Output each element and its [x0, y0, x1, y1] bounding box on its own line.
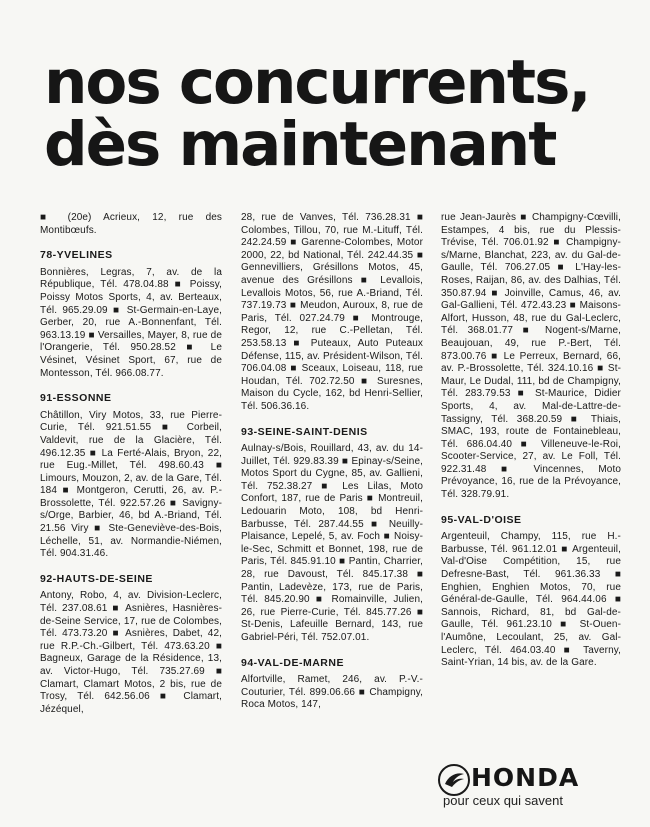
honda-tagline: pour ceux qui savent: [443, 793, 563, 808]
column-2: [241, 212, 423, 712]
section-title-seine-saint-denis: 93-SEINE-SAINT-DENIS: [241, 425, 368, 438]
section-title-val-de-marne: 94-VAL-DE-MARNE: [241, 656, 344, 669]
section-text-seine-saint-denis: Aulnay-s/Bois, Rouillard, 43, av. du 14-Juillet, Tél. 929.83.39 ■ Epinay-s/Seine, Motos Sport du Cygne, 85, av. Gallieni, Tél. 752.38.27 ■ Les Lilas, Moto Confort, 187, rue de Paris ■ Montreuil, Ledouarin Moto, 108, bd Henri-Barbusse, Tél. 287.44.55 ■ Neuilly-Plaisance, Lepelé, 5, av. Foch ■ Noisy-le-Sec, Schmitt et Bonnet, 198, rue de Paris, Tél. 845.91.10 ■ Pantin, Charrier, 28, rue Davoust, Tél. 845.17.38 ■ Pantin, Ladevèze, 173, rue de Paris, Tél. 845.20.90 ■ Romainville, Julien, 26, rue Pierre-Curie, Tél. 845.77.26 ■ St-Denis, Lafeuille Bernard, 143, rue Gabriel-Péri, Tél. 752.07.01.: [241, 443, 423, 643]
honda-wing-icon: [437, 763, 471, 797]
column-1: [40, 212, 222, 716]
headline-line-1: nos concurrents,: [44, 47, 590, 118]
section-text-val-de-marne: Alfortville, Ramet, 246, av. P.-V.-Couturier, Tél. 899.06.66 ■ Champigny, Roca Motos, 147,: [241, 674, 423, 711]
section-title-hauts-de-seine: 92-HAUTS-DE-SEINE: [40, 572, 153, 585]
honda-brand: HONDA: [471, 763, 580, 792]
section-text-val-d-oise: Argenteuil, Champy, 115, rue H.-Barbusse, Tél. 961.12.01 ■ Argenteuil, Val-d'Oise Compétition, 15, rue Defresne-Bast, Tél. 961.36.33 ■ Enghien, Enghien Motos, 70, rue Général-de-Gaulle, Tél. 964.44.06 ■ Sannois, Richard, 81, bd Gal-de-Gaulle, Tél. 961.23.10 ■ St-Ouen-l'Aumône, Lecoulant, 25, av. Gal-Leclerc, Tél. 464.03.40 ■ Taverny, Saint-Yrian, 14 bis, av. de la Gare.: [441, 531, 621, 669]
section-text-hauts-de-seine: Antony, Robo, 4, av. Division-Leclerc, Tél. 237.08.61 ■ Asnières, Hasnières-de-Seine Service, 17, rue de Colombes, Tél. 473.73.20 ■ Asnières, Dabet, 42, rue R.P.-Ch.-Gilbert, Tél. 473.63.20 ■ Bagneux, Garage de la Résidence, 13, av. Victor-Hugo, Tél. 735.27.69 ■ Clamart, Clamart Motos, 2 bis, rue de Trosy, Tél. 642.56.06 ■ Clamart, Jézéquel,: [40, 590, 222, 715]
section-text-yvelines: Bonnières, Legras, 7, av. de la République, Tél. 478.04.88 ■ Poissy, Poissy Motos Sports, 4, av. Berteaux, Tél. 965.29.09 ■ St-Germain-en-Laye, Gerber, 20, rue A.-Bonnenfant, Tél. 963.13.19 ■ Versailles, Mayer, 8, rue de l'Orangerie, Tél. 950.28.52 ■ Le Vésinet, Vésinet Sport, 67, rue de Montesson, Tél. 966.08.77.: [40, 266, 222, 379]
continued-val-de-marne: rue Jean-Jaurès ■ Champigny-Cœvilli, Estampes, 4 bis, rue du Plessis-Trévise, Tél. 706.01.92 ■ Champigny-s/Marne, Blanchat, 223, av. du Gal-de-Gaulle, Tél. 706.27.05 ■ L'Hay-les-Roses, Raijan, 86, av. des Dalhias, Tél. 350.87.94 ■ Joinville, Camus, 46, av. Gal-Gallieni, Tél. 472.43.23 ■ Maisons-Alfort, Husson, 48, rue du Gal-Leclerc, Tél. 368.01.77 ■ Nogent-s/Marne, Beaujouan, 49, rue P.-Bert, Tél. 873.00.76 ■ Le Perreux, Bernard, 66, av. P.-Brossolette, Tél. 324.10.16 ■ St-Maur, Le Dudal, 111, bd de Champigny, Tél. 283.79.53 ■ St-Maurice, Didier Sports, 4, av. Mal-de-Lattre-de-Tassigny, Tél. 368.20.59 ■ Thiais, SMAC, 193, route de Fontainebleau, Tél. 686.04.40 ■ Villeneuve-le-Roi, Scooter-Service, 27, av. Le Foll, Tél. 922.31.48 ■ Vincennes, Moto Prévoyance, 16, rue de la Prévoyance, Tél. 328.79.91.: [441, 212, 621, 501]
section-title-val-d-oise: 95-VAL-D'OISE: [441, 513, 522, 526]
column-3: [441, 212, 621, 670]
section-title-yvelines: 78-YVELINES: [40, 249, 113, 262]
honda-logo: [437, 763, 627, 813]
section-title-essonne: 91-ESSONNE: [40, 392, 112, 405]
section-text-essonne: Châtillon, Viry Motos, 33, rue Pierre-Curie, Tél. 921.51.55 ■ Corbeil, Valdevit, rue de la Glacière, Tél. 496.12.35 ■ La Ferté-Alais, Bryon, 22, rue Eug.-Millet, Tél. 498.60.43 ■ Limours, Mouzon, 2, av. de la Gare, Tél. 184 ■ Montgeron, Cerutti, 26, av. P.-Brossolette, Tél. 922.57.26 ■ Savigny-s/Orge, Barbier, 46, bd A.-Briand, Tél. 21.56 Viry ■ Ste-Geneviève-des-Bois, Léchelle, 51, av. Normandie-Niémen, Tél. 904.31.46.: [40, 409, 222, 560]
intro-entry: ■ (20e) Acrieux, 12, rue des Montibœufs.: [40, 212, 222, 236]
headline-line-2: dès maintenant: [44, 109, 556, 180]
continued-hauts-de-seine: 28, rue de Vanves, Tél. 736.28.31 ■ Colombes, Tillou, 70, rue M.-Lituff, Tél. 242.24.59 ■ Garenne-Colombes, Motor 2000, 22, bd National, Tél. 242.44.35 ■ Gennevilliers, Grésillons Motos, 45, avenue des Grésillons ■ Levallois, Levallois Motos, 56, rue A.-Briand, Tél. 737.19.73 ■ Meudon, Auroux, 8, rue de Paris, Tél. 027.24.79 ■ Montrouge, Regor, 12, rue C.-Pelletan, Tél. 253.58.13 ■ Puteaux, Auto Puteaux Défense, 115, av. Président-Wilson, Tél. 706.04.08 ■ Sceaux, Loiseau, 118, rue Houdan, Tél. 702.72.50 ■ Suresnes, Maison du Cycle, 162, bd Henri-Sellier, Tél. 506.36.16.: [241, 212, 423, 412]
headline: [44, 47, 644, 180]
